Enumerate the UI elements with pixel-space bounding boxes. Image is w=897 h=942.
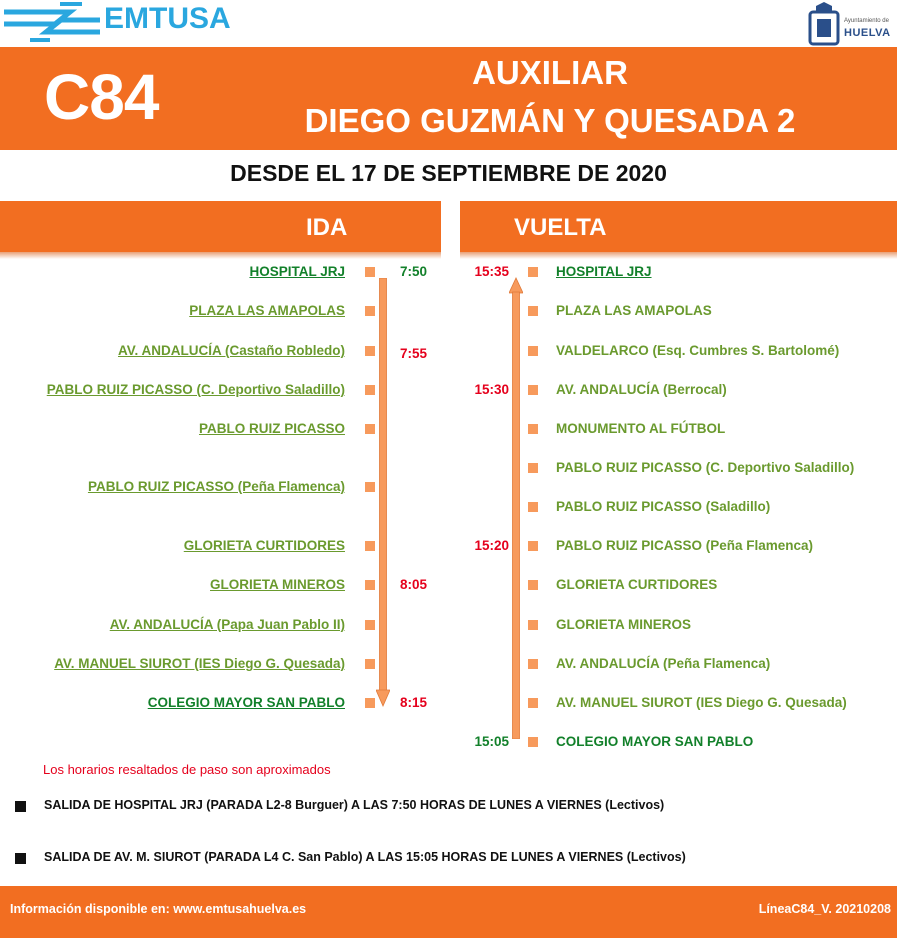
ida-bar-shadow: [0, 252, 441, 259]
emtusa-logo: [0, 0, 262, 42]
vuelta-stop-name: PABLO RUIZ PICASSO (Peña Flamenca): [556, 538, 814, 553]
vuelta-stop-name: VALDELARCO (Esq. Cumbres S. Bartolomé): [556, 343, 840, 358]
ida-stop-time: 8:05: [400, 577, 428, 592]
city-name: HUELVA: [844, 27, 891, 39]
ida-down-arrow-icon: [376, 278, 390, 708]
vuelta-stop-time: 15:30: [474, 382, 509, 397]
vuelta-stop-name: PLAZA LAS AMAPOLAS: [556, 303, 712, 318]
vuelta-stop-name: PABLO RUIZ PICASSO (Saladillo): [556, 499, 771, 514]
ida-stop-marker: [365, 620, 375, 630]
vuelta-stop-name: AV. MANUEL SIUROT (IES Diego G. Quesada): [556, 695, 847, 710]
ida-stop-marker: [365, 659, 375, 669]
vuelta-stop-marker: [528, 346, 538, 356]
ida-stop-time: 7:50: [400, 264, 428, 279]
vuelta-stop-marker: [528, 580, 538, 590]
ida-stop-name: PLAZA LAS AMAPOLAS: [189, 303, 345, 318]
ida-stop-marker: [365, 580, 375, 590]
service-note-vuelta: SALIDA DE AV. M. SIUROT (PARADA L4 C. San Pablo) A LAS 15:05 HORAS DE LUNES A VIERNES (Lectivos): [44, 850, 686, 864]
vuelta-stop-name: GLORIETA CURTIDORES: [556, 577, 718, 592]
vuelta-stop-marker: [528, 620, 538, 630]
vuelta-stop-marker: [528, 463, 538, 473]
vuelta-stop-marker: [528, 502, 538, 512]
vuelta-stop-time: 15:20: [474, 538, 509, 553]
vuelta-stop-marker: [528, 698, 538, 708]
service-note-ida: SALIDA DE HOSPITAL JRJ (PARADA L2-8 Burguer) A LAS 7:50 HORAS DE LUNES A VIERNES (Lectivos): [44, 798, 665, 812]
vuelta-up-arrow-icon: [509, 277, 523, 739]
ida-stop-marker: [365, 267, 375, 277]
ida-stop-name: PABLO RUIZ PICASSO: [198, 421, 345, 436]
footer-version: LíneaC84_V. 20210208: [758, 902, 891, 916]
city-crest-icon: [808, 2, 840, 46]
vuelta-stop-name: HOSPITAL JRJ: [556, 264, 652, 279]
ida-stop-marker: [365, 541, 375, 551]
emtusa-wave-icon: [0, 0, 110, 42]
ida-stop-marker: [365, 385, 375, 395]
vuelta-stop-time: 15:35: [474, 264, 509, 279]
route-title-line2: DIEGO GUZMÁN Y QUESADA 2: [304, 102, 796, 139]
vuelta-stop-marker: [528, 267, 538, 277]
ida-stop-name: PABLO RUIZ PICASSO (Peña Flamenca): [87, 479, 345, 494]
ida-stop-name: GLORIETA CURTIDORES: [183, 538, 345, 553]
vuelta-stop-marker: [528, 306, 538, 316]
vuelta-stop-name: AV. ANDALUCÍA (Berrocal): [556, 382, 727, 397]
line-code: C84: [44, 61, 159, 133]
route-title-line1: AUXILIAR: [472, 54, 628, 91]
ida-heading: IDA: [306, 214, 348, 241]
vuelta-stop-marker: [528, 541, 538, 551]
ida-stop-marker: [365, 424, 375, 434]
huelva-logo: [806, 0, 897, 48]
ida-stop-name: AV. ANDALUCÍA (Papa Juan Pablo II): [109, 617, 345, 632]
vuelta-heading: VUELTA: [514, 214, 607, 241]
ida-stop-name: GLORIETA MINEROS: [210, 577, 345, 592]
ida-stop-name: COLEGIO MAYOR SAN PABLO: [147, 695, 345, 710]
valid-from-date: DESDE EL 17 DE SEPTIEMBRE DE 2020: [230, 160, 667, 186]
vuelta-stop-name: AV. ANDALUCÍA (Peña Flamenca): [556, 656, 771, 671]
bullet-icon: [15, 801, 26, 812]
vuelta-stop-marker: [528, 424, 538, 434]
ida-stop-marker: [365, 346, 375, 356]
ida-section-bar: [0, 201, 441, 252]
ida-stop-marker: [365, 482, 375, 492]
approximate-times-note: Los horarios resaltados de paso son aproximados: [43, 762, 331, 777]
vuelta-bar-shadow: [460, 252, 897, 259]
ida-stop-marker: [365, 306, 375, 316]
ida-stop-time: 7:55: [400, 346, 428, 361]
ida-stop-name: AV. ANDALUCÍA (Castaño Robledo): [117, 343, 345, 358]
ida-stop-time: 8:15: [400, 695, 428, 710]
vuelta-stop-marker: [528, 385, 538, 395]
vuelta-stop-name: PABLO RUIZ PICASSO (C. Deportivo Saladillo): [556, 460, 855, 475]
ida-stop-marker: [365, 698, 375, 708]
vuelta-stop-name: GLORIETA MINEROS: [556, 617, 691, 632]
vuelta-stop-name: MONUMENTO AL FÚTBOL: [556, 421, 726, 436]
vuelta-stop-name: COLEGIO MAYOR SAN PABLO: [556, 734, 754, 749]
city-caption: Ayuntamiento de: [844, 18, 889, 24]
vuelta-stop-marker: [528, 659, 538, 669]
bullet-icon: [15, 853, 26, 864]
footer-info-link[interactable]: Información disponible en: www.emtusahuelva.es: [10, 902, 307, 916]
vuelta-stop-time: 15:05: [474, 734, 509, 749]
ida-stop-name: PABLO RUIZ PICASSO (C. Deportivo Saladillo): [46, 382, 345, 397]
vuelta-stop-marker: [528, 737, 538, 747]
ida-stop-name: AV. MANUEL SIUROT (IES Diego G. Quesada): [54, 656, 345, 671]
ida-stop-name: HOSPITAL JRJ: [249, 264, 345, 279]
emtusa-wordmark: EMTUSA: [104, 2, 231, 35]
